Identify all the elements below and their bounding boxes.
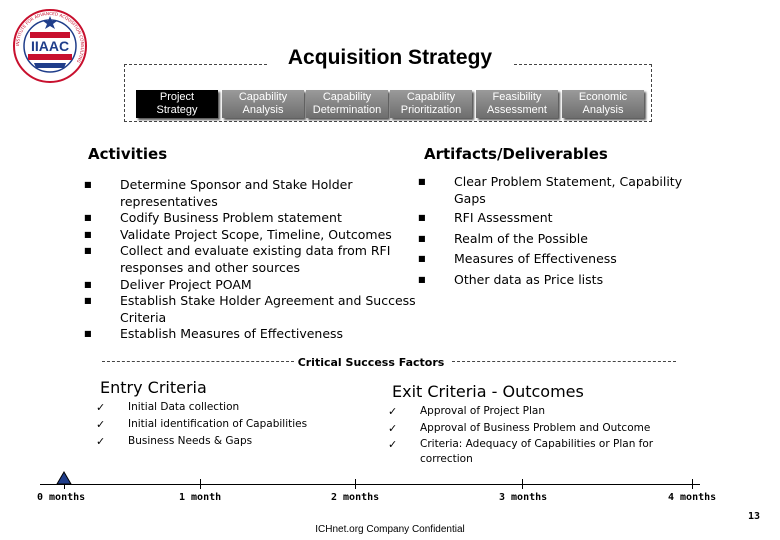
list-item: ■ Other data as Price lists: [418, 271, 604, 287]
check-icon: ✓: [96, 435, 106, 448]
timeline-axis: [40, 484, 700, 485]
timeline-current-marker-icon: [56, 471, 72, 485]
csf-divider-right: [452, 361, 676, 362]
entry-criteria-list: [96, 399, 356, 450]
list-item: ■ RFI Assessment: [418, 210, 553, 226]
list-item: ■ Realm of the Possible: [418, 230, 588, 246]
check-icon: ✓: [96, 401, 106, 414]
list-item: ■ Codify Business Problem statement: [84, 210, 342, 226]
activities-list: [84, 177, 424, 343]
phase-capability-prioritization[interactable]: Capability Prioritization: [390, 90, 472, 118]
list-item: ■ Validate Project Scope, Timeline, Outcomes: [84, 226, 392, 242]
artifacts-heading: Artifacts/Deliverables: [424, 145, 608, 163]
list-item: ✓ Business Needs & Gaps: [96, 435, 253, 448]
list-item: ■ Clear Problem Statement, Capability Gaps: [418, 174, 683, 206]
check-icon: ✓: [388, 422, 398, 435]
phase-project-strategy[interactable]: Project Strategy: [136, 90, 218, 118]
timeline-label: 1 month: [179, 492, 222, 503]
list-item: ■ Determine Sponsor and Stake Holder representatives: [84, 177, 353, 209]
exit-criteria-heading: Exit Criteria - Outcomes: [392, 382, 584, 401]
list-item: ✓ Approval of Project Plan: [388, 405, 545, 418]
check-icon: ✓: [96, 418, 106, 431]
timeline-tick: [692, 479, 693, 489]
list-item: ■ Deliver Project POAM: [84, 276, 252, 292]
footer-confidential: ICHnet.org Company Confidential: [315, 524, 465, 535]
timeline-tick: [200, 479, 201, 489]
phase-economic-analysis[interactable]: Economic Analysis: [562, 90, 644, 118]
entry-criteria-heading: Entry Criteria: [100, 378, 207, 397]
phase-feasibility-assessment[interactable]: Feasibility Assessment: [476, 90, 558, 118]
page-number: 13: [748, 511, 761, 522]
list-item: ✓ Initial Data collection: [96, 401, 240, 414]
list-item: ■ Measures of Effectiveness: [418, 251, 617, 267]
timeline-label: 3 months: [499, 492, 548, 503]
logo-ring-text: INSTITUTE FOR ADVANCED ACQUISITION CONSULTING: [14, 10, 86, 64]
exit-criteria-list: [388, 403, 678, 467]
timeline-tick: [355, 479, 356, 489]
logo-text: IIAAC: [30, 38, 70, 54]
list-item: ✓ Criteria: Adequacy of Capabilities or Plan for correction: [388, 438, 654, 465]
critical-success-factors-label: Critical Success Factors: [297, 356, 445, 369]
list-item: ■ Collect and evaluate existing data from RFI responses and other sources: [84, 243, 391, 275]
list-item: ✓ Initial identification of Capabilities: [96, 418, 308, 431]
list-item: ■ Establish Stake Holder Agreement and Success Criteria: [84, 293, 416, 325]
timeline-label: 4 months: [668, 492, 717, 503]
check-icon: ✓: [388, 405, 398, 418]
timeline-tick: [522, 479, 523, 489]
check-icon: ✓: [388, 438, 398, 451]
list-item: ✓ Approval of Business Problem and Outcome: [388, 422, 651, 435]
timeline-label: 2 months: [331, 492, 380, 503]
phase-capability-determination[interactable]: Capability Determination: [306, 90, 388, 118]
timeline-label: 0 months: [37, 492, 86, 503]
list-item: ■ Establish Measures of Effectiveness: [84, 326, 344, 342]
activities-heading: Activities: [88, 145, 168, 163]
csf-divider-left: [102, 361, 294, 362]
artifacts-list: [418, 174, 688, 289]
page-title: Acquisition Strategy: [287, 46, 493, 69]
phase-capability-analysis[interactable]: Capability Analysis: [222, 90, 304, 118]
